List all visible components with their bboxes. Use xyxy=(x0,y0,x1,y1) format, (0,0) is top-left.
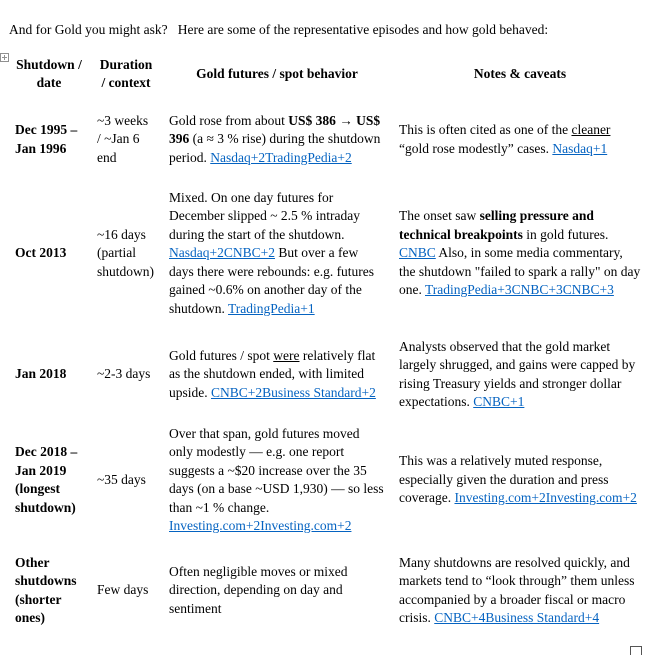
notes-cell xyxy=(392,539,648,643)
text-segment: relatively flat as the shutdown ended, with limited upside. xyxy=(169,347,376,400)
behavior-cell xyxy=(162,100,392,180)
resize-handle[interactable] xyxy=(630,646,642,655)
duration-context-cell xyxy=(90,180,162,328)
behavior-cell xyxy=(162,180,392,328)
text-segment: Often negligible moves or mixed direction, depending on day and sentiment xyxy=(169,563,348,616)
text-segment: ~35 days xyxy=(97,471,146,487)
text-segment: (a ≈ 3 % rise) during the shutdown period. xyxy=(169,131,381,165)
behavior-cell xyxy=(162,328,392,422)
text-segment: ~16 days (partial shutdown) xyxy=(97,226,154,279)
shutdown-date-cell xyxy=(8,328,90,422)
text-segment: Few days xyxy=(97,582,149,598)
table-row xyxy=(8,539,648,643)
table-header-row xyxy=(8,53,648,100)
citation-link[interactable]: CNBC xyxy=(399,245,436,261)
citation-link[interactable]: CNBC+4Business Standard+4 xyxy=(434,610,600,625)
table-move-handle-icon[interactable] xyxy=(0,53,9,62)
shutdown-date-cell xyxy=(8,100,90,180)
header-notes: Notes & caveats xyxy=(473,65,567,81)
text-segment: “gold rose modestly” cases. xyxy=(399,140,553,156)
text-segment: ~2-3 days xyxy=(97,366,151,382)
citation-link[interactable]: CNBC+2Business Standard+2 xyxy=(211,384,376,400)
text-segment: selling pressure and technical breakpoints xyxy=(399,208,594,242)
text-segment: US$ 386 → US$ 396 xyxy=(169,112,381,147)
text-segment: Over that span, gold futures moved only modestly — e.g. one report suggests a ~$20 increase over the 35 days (on a base ~USD 1,930) — so less than ~1 % change. xyxy=(169,425,384,515)
text-segment: in gold futures. xyxy=(522,226,609,242)
shutdown-date-cell xyxy=(8,539,90,643)
header-duration-context: Duration / context xyxy=(99,56,153,90)
text-segment: were xyxy=(273,347,300,363)
notes-cell xyxy=(392,422,648,539)
table-row xyxy=(8,100,648,180)
behavior-cell xyxy=(162,539,392,643)
notes-cell xyxy=(392,328,648,422)
citation-link[interactable]: Investing.com+2Investing.com+2 xyxy=(454,490,637,506)
table-row xyxy=(8,422,648,539)
text-segment: But over a few days there were rebounds: e.g. futures gained ~0.6% on another day of the shutdown. xyxy=(169,245,375,316)
text-segment: Analysts observed that the gold market largely shrugged, and gains were capped by rising Treasury yields and stronger dollar expectations. xyxy=(399,338,636,409)
shutdown-date-cell xyxy=(8,422,90,539)
citation-link[interactable]: TradingPedia+1 xyxy=(228,300,315,316)
text-segment: Dec 1995 – Jan 1996 xyxy=(15,122,78,156)
text-segment: Mixed. On one day futures for December slipped ~ 2.5 % intraday during the start of the shutdown. xyxy=(169,189,360,242)
behavior-cell xyxy=(162,422,392,539)
duration-context-cell xyxy=(90,539,162,643)
citation-link[interactable]: Investing.com+2Investing.com+2 xyxy=(169,518,352,533)
table-row xyxy=(8,180,648,328)
duration-context-cell xyxy=(90,100,162,180)
citation-link[interactable]: Nasdaq+1 xyxy=(552,140,608,156)
text-segment: The onset saw xyxy=(399,208,480,224)
header-behavior: Gold futures / spot behavior xyxy=(196,65,358,81)
document-page xyxy=(0,14,657,655)
citation-link[interactable]: TradingPedia+3CNBC+3CNBC+3 xyxy=(425,282,614,298)
text-segment: Many shutdowns are resolved quickly, and markets tend to “look through” them unless accompanied by a broader fiscal or macro crisis. xyxy=(399,554,635,625)
shutdown-date-cell xyxy=(8,180,90,328)
citation-link[interactable]: CNBC+1 xyxy=(473,394,525,409)
header-shutdown-date: Shutdown / date xyxy=(16,56,82,90)
gold-table xyxy=(8,53,648,643)
text-segment: Gold rose from about xyxy=(169,112,289,128)
text-segment: Also, in some media commentary, the shutdown "failed to spark a rally" on day one. xyxy=(399,245,641,298)
text-segment: Gold futures / spot xyxy=(169,347,274,363)
duration-context-cell xyxy=(90,328,162,422)
text-segment: ~3 weeks / ~Jan 6 end xyxy=(97,112,149,165)
duration-context-cell xyxy=(90,422,162,539)
citation-link[interactable]: Nasdaq+2TradingPedia+2 xyxy=(210,149,352,165)
text-segment: Oct 2013 xyxy=(15,245,67,261)
intro-text: And for Gold you might ask? Here are some of the representative episodes and how gold behaved: xyxy=(9,21,549,37)
citation-link[interactable]: Nasdaq+2CNBC+2 xyxy=(169,245,275,261)
text-segment: This was a relatively muted response, especially given the duration and press coverage. xyxy=(399,453,609,506)
notes-cell xyxy=(392,100,648,180)
notes-cell xyxy=(392,180,648,328)
text-segment: Jan 2018 xyxy=(15,366,67,382)
table-row xyxy=(8,328,648,422)
text-segment: This is often cited as one of the xyxy=(399,122,572,137)
text-segment: Other shutdowns (shorter ones) xyxy=(15,554,77,625)
text-segment: Dec 2018 – Jan 2019 (longest shutdown) xyxy=(15,444,78,515)
text-segment: cleaner xyxy=(571,122,611,137)
